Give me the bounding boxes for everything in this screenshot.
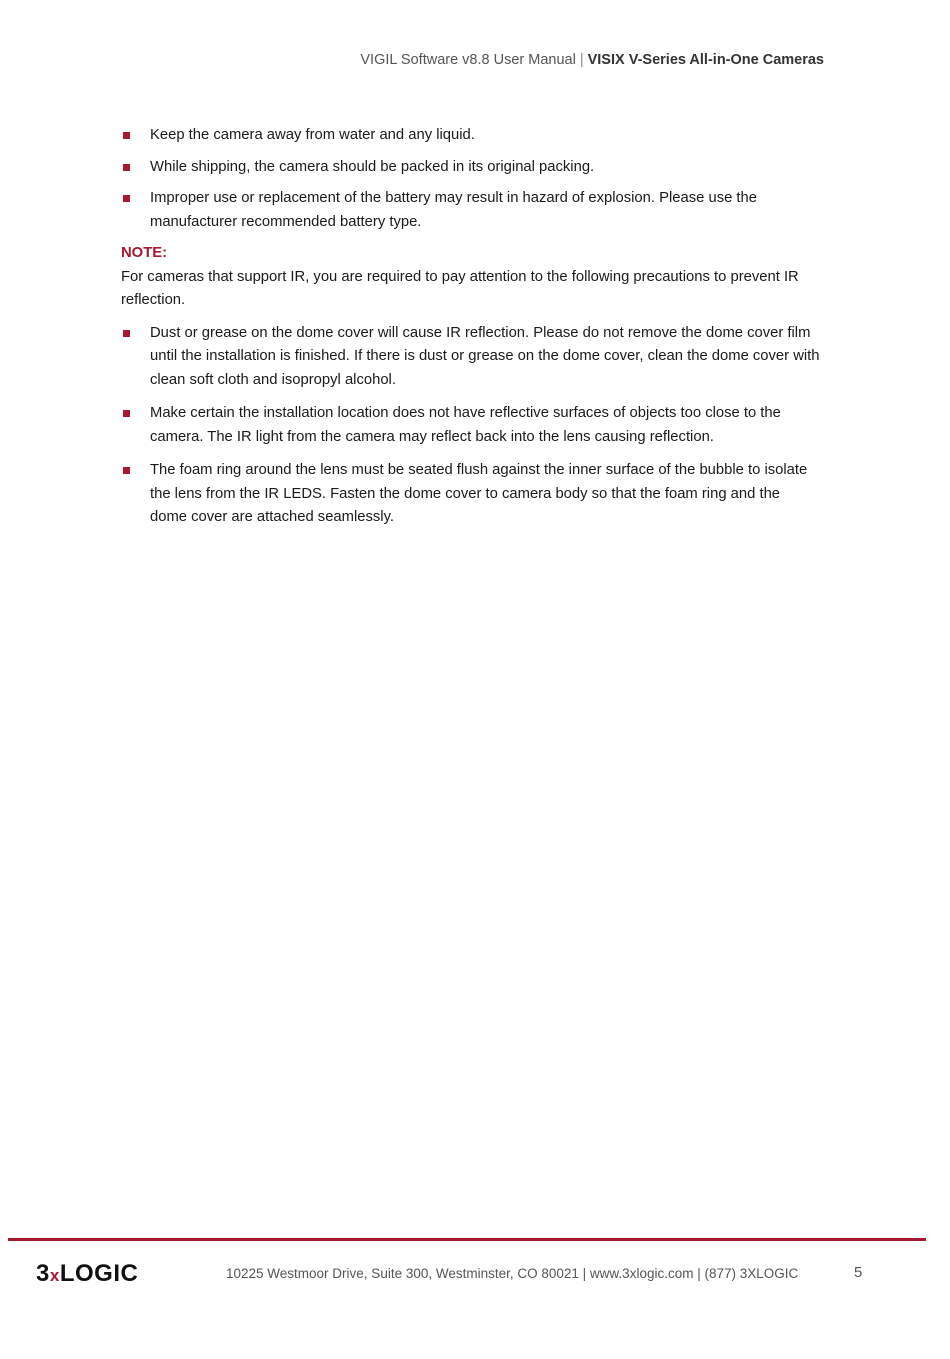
- list-item: Keep the camera away from water and any liquid.: [121, 124, 821, 148]
- doc-title: VIGIL Software v8.8 User Manual: [360, 52, 576, 68]
- footer-divider: [8, 1238, 926, 1241]
- square-bullet-icon: [123, 467, 130, 474]
- note-label: NOTE:: [121, 245, 168, 261]
- header-separator: |: [579, 52, 584, 68]
- list-item: Improper use or replacement of the battery may result in hazard of explosion. Please use the manufacturer recommended battery type.: [121, 187, 821, 234]
- square-bullet-icon: [123, 330, 130, 337]
- note-text: For cameras that support IR, you are required to pay attention to the following precautions to prevent IR reflection.: [121, 268, 799, 308]
- precautions-list: [121, 124, 821, 234]
- list-item: Dust or grease on the dome cover will cause IR reflection. Please do not remove the dome cover film until the installation is finished. If there is dust or grease on the dome cover, clean the dome cover with clean soft cloth and isopropyl alcohol.: [121, 322, 821, 393]
- page-header: [360, 52, 824, 68]
- square-bullet-icon: [123, 410, 130, 417]
- section-title: VISIX V-Series All-in-One Cameras: [587, 52, 824, 68]
- list-item: While shipping, the camera should be packed in its original packing.: [121, 156, 821, 180]
- ir-precautions-list: [121, 322, 821, 530]
- square-bullet-icon: [123, 195, 130, 202]
- company-logo: 3xLOGIC: [36, 1260, 139, 1287]
- page-number: 5: [854, 1264, 863, 1281]
- square-bullet-icon: [123, 164, 130, 171]
- square-bullet-icon: [123, 132, 130, 139]
- main-content: [121, 124, 821, 540]
- list-item: Make certain the installation location does not have reflective surfaces of objects too close to the camera. The IR light from the camera may reflect back into the lens causing reflection.: [121, 402, 821, 449]
- list-item: The foam ring around the lens must be seated flush against the inner surface of the bubble to isolate the lens from the IR LEDS. Fasten the dome cover to camera body so that the foam ring and the dome cover are attached seamlessly.: [121, 459, 821, 530]
- footer-address: 10225 Westmoor Drive, Suite 300, Westminster, CO 80021 | www.3xlogic.com | (877) 3XLOGIC: [226, 1266, 799, 1281]
